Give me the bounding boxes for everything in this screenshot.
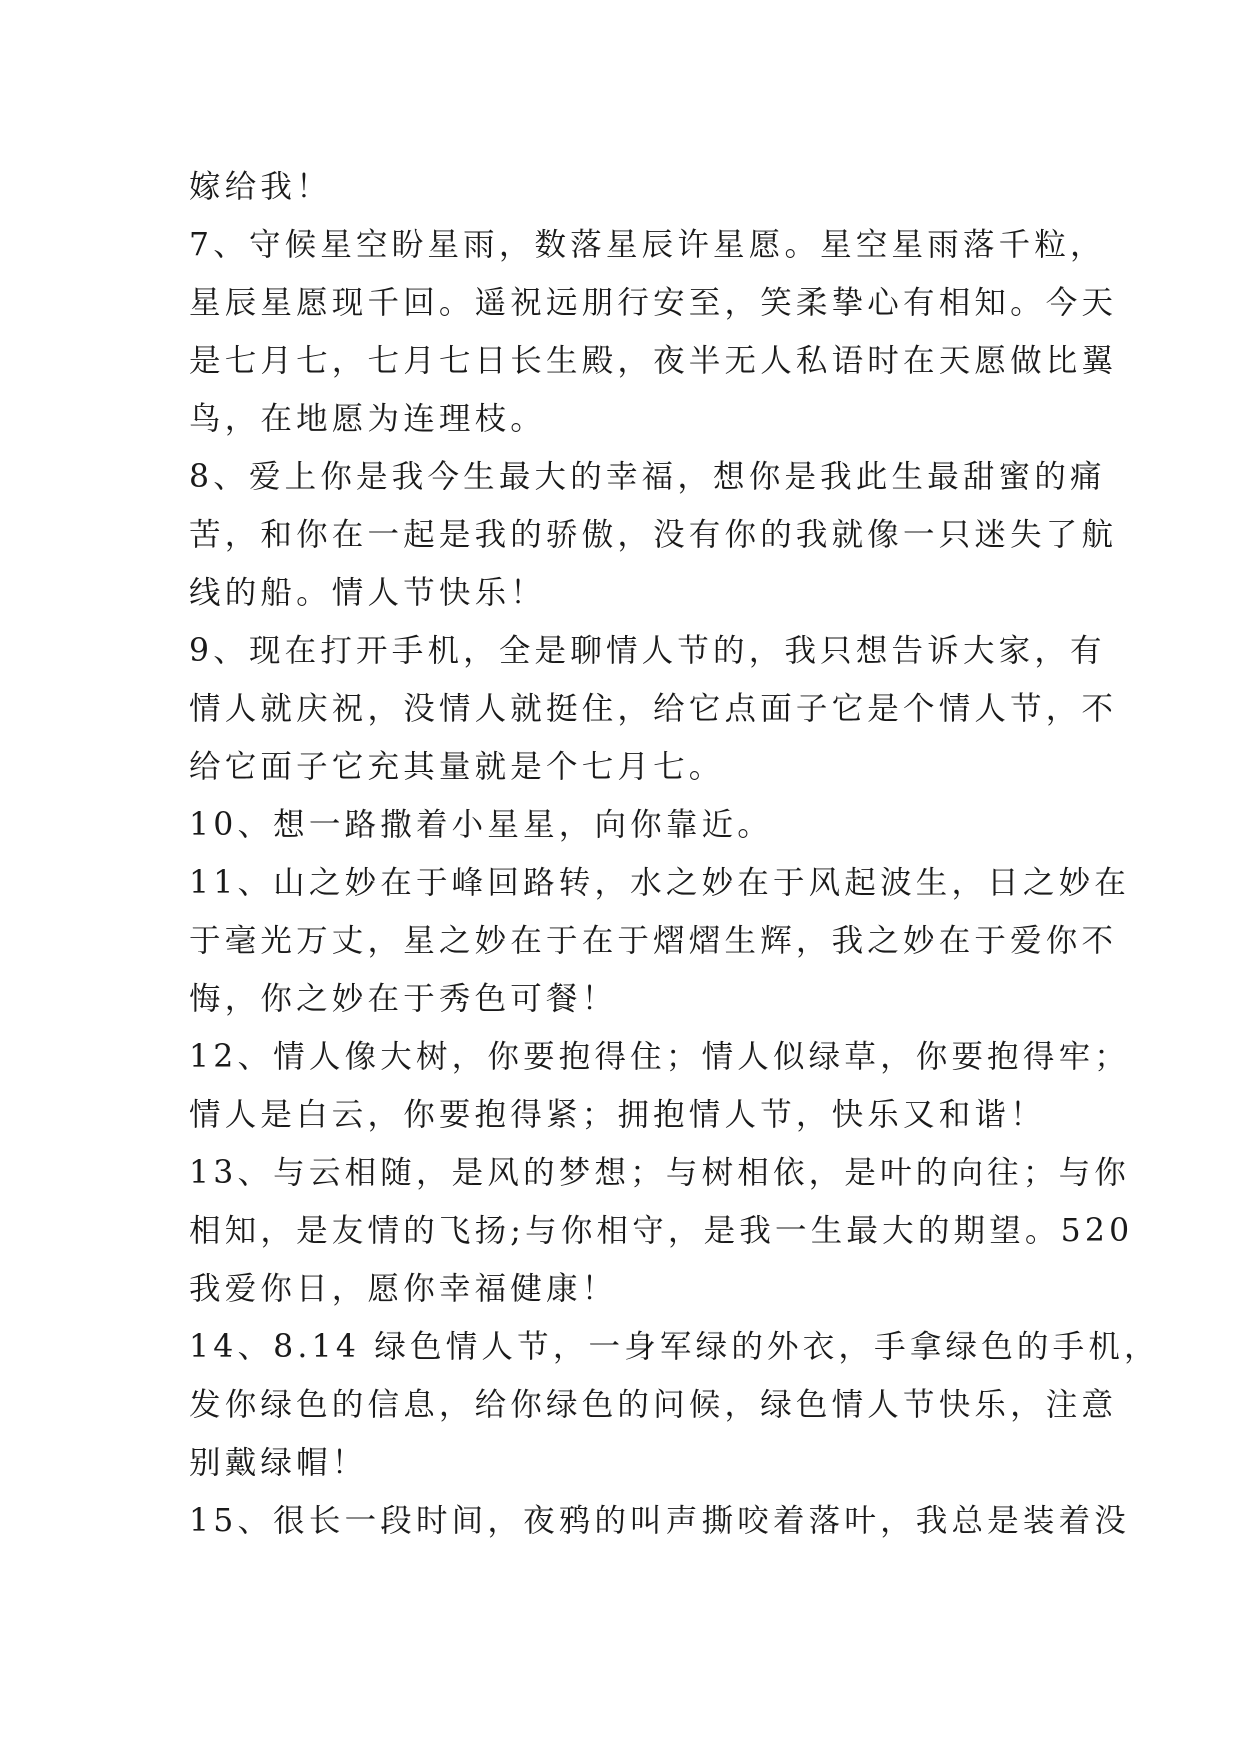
text-line: 是七月七，七月七日长生殿，夜半无人私语时在天愿做比翼 bbox=[189, 343, 1118, 379]
text-line: 12、情人像大树，你要抱得住；情人似绿草，你要抱得牢； bbox=[189, 1039, 1130, 1075]
text-line: 7、守候星空盼星雨，数落星辰许星愿。星空星雨落千粒， bbox=[189, 227, 1106, 263]
text-line: 8、爱上你是我今生最大的幸福，想你是我此生最甜蜜的痛 bbox=[189, 459, 1106, 495]
text-line: 情人就庆祝，没情人就挺住，给它点面子它是个情人节，不 bbox=[189, 691, 1118, 727]
text-line: 于毫光万丈，星之妙在于在于熠熠生辉，我之妙在于爱你不 bbox=[189, 923, 1118, 959]
text-line: 15、很长一段时间，夜鸦的叫声撕咬着落叶，我总是装着没 bbox=[189, 1503, 1130, 1539]
text-line: 情人是白云，你要抱得紧；拥抱情人节，快乐又和谐！ bbox=[189, 1097, 1046, 1133]
text-line: 苦，和你在一起是我的骄傲，没有你的我就像一只迷失了航 bbox=[189, 517, 1118, 553]
text-line: 相知，是友情的飞扬;与你相守，是我一生最大的期望。520 bbox=[189, 1213, 1134, 1249]
text-line: 10、想一路撒着小星星，向你靠近。 bbox=[189, 807, 773, 843]
text-line: 别戴绿帽！ bbox=[189, 1445, 368, 1481]
text-line: 11、山之妙在于峰回路转，水之妙在于风起波生，日之妙在 bbox=[189, 865, 1130, 901]
text-line: 悔，你之妙在于秀色可餐！ bbox=[189, 981, 618, 1017]
text-line: 9、现在打开手机，全是聊情人节的，我只想告诉大家，有 bbox=[189, 633, 1106, 669]
text-line: 星辰星愿现千回。遥祝远朋行安至，笑柔挚心有相知。今天 bbox=[189, 285, 1118, 321]
text-line: 14、8.14 绿色情人节，一身军绿的外衣，手拿绿色的手机， bbox=[189, 1329, 1160, 1365]
text-line: 我爱你日，愿你幸福健康！ bbox=[189, 1271, 618, 1307]
text-line: 鸟，在地愿为连理枝。 bbox=[189, 401, 547, 437]
text-line: 线的船。情人节快乐！ bbox=[189, 575, 547, 611]
body-text bbox=[189, 158, 1160, 1550]
text-line: 13、与云相随，是风的梦想；与树相依，是叶的向往；与你 bbox=[189, 1155, 1130, 1191]
text-line: 发你绿色的信息，给你绿色的问候，绿色情人节快乐，注意 bbox=[189, 1387, 1118, 1423]
text-line: 嫁给我！ bbox=[189, 169, 332, 205]
text-line: 给它面子它充其量就是个七月七。 bbox=[189, 749, 725, 785]
